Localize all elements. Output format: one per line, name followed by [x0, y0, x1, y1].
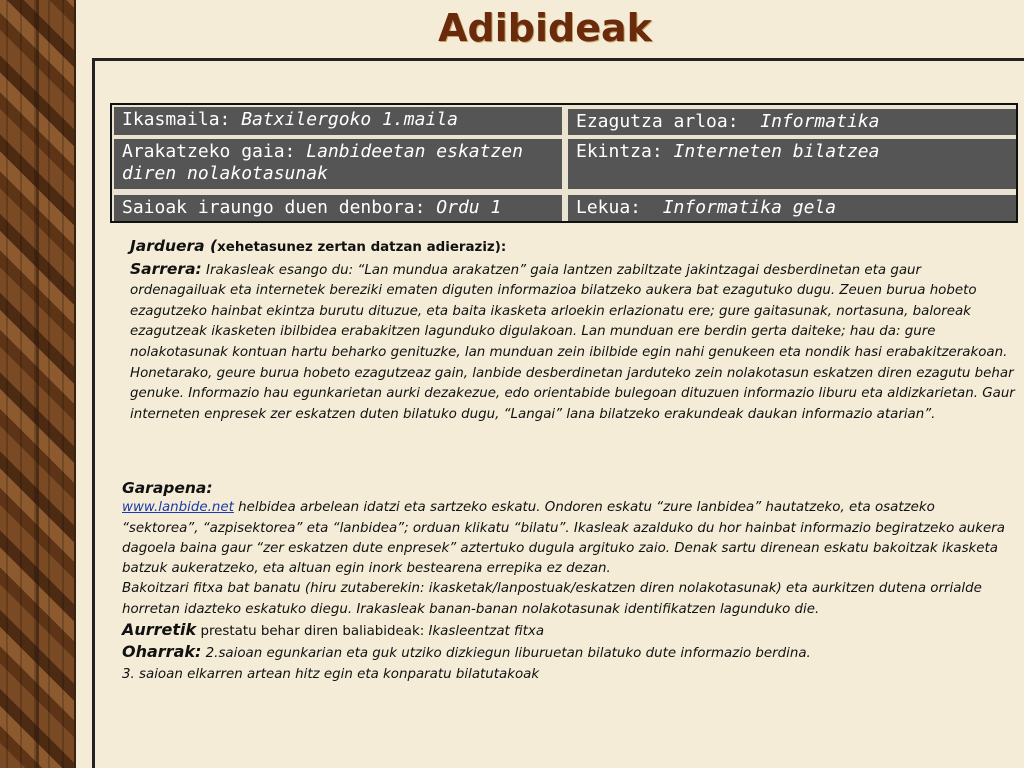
ikasmaila-label: Ikasmaila:: [122, 109, 231, 130]
cell-ezagutza: [568, 109, 1016, 135]
lanbide-link[interactable]: www.lanbide.net: [122, 500, 234, 516]
oharrak-text-2: 3. saioan elkarren artean hitz egin eta konparatu bilatutakoak: [122, 666, 540, 682]
oharrak-label: Oharrak:: [122, 642, 202, 662]
sarrera-label: Sarrera:: [130, 259, 202, 278]
ezagutza-label: Ezagutza arloa:: [576, 111, 739, 132]
aurretik-label: Aurretik: [122, 620, 197, 640]
wood-border-decoration: [0, 0, 76, 768]
ekintza-value: Interneten bilatzea: [673, 141, 880, 162]
oharrak-text-1: 2.saioan egunkarian eta guk utziko dizkiegun liburuetan bilatuko dute informazio berdina.: [201, 646, 811, 662]
ikasmaila-value: Batxilergoko 1.maila: [241, 109, 458, 130]
garapena-label: Garapena:: [122, 479, 213, 497]
cell-ekintza: [568, 139, 1016, 189]
aurretik-value: Ikasleentzat fitxa: [428, 624, 545, 640]
ekintza-label: Ekintza:: [576, 141, 663, 162]
garapena-text-1: helbidea arbelean idatzi eta sartzeko eskatu. Ondoren eskatu “zure lanbidea” hautatzeko, eta osatzeko “sektorea”, “azpisektorea” eta “lanbidea”; orduan klikatu “bilatu”. Ikasleak azalduko du hor hainbat informazio begiratzeko aukera dagoela baina gaur “zer eskatzen dute enpresek” aztertuko dugula argituko zaio. Denak sartu direnean eskatu bakoitzak ikasketa batzuk aukeratzeko, eta altuan egin inork bestearena errepika ez dezan.: [122, 500, 1005, 577]
lekua-label: Lekua:: [576, 197, 642, 218]
cell-lekua: [568, 195, 1016, 221]
aurretik-text: prestatu behar diren baliabideak:: [196, 624, 429, 640]
jarduera-heading: Jarduera (: [130, 237, 218, 255]
sarrera-text: Irakasleak esango du: “Lan mundua arakatzen” gaia lantzen zabiltzate jakintzagai desberdinetan eta gaur ordenagailuak eta internetek bereziki ematen diguten informazioa bilatzeko aukera bat ezagutuko dugu. Zeuen burua hobeto ezagutzeko hainbat ekintza burutu dituzue, eta baita ikasketa arloekin erlazionatu ere; gure gaitasunak, nortasuna, baloreak ezagutzeak ikasketen ibilbidea erabakitzen lagunduko digulakoan. Lan munduan ere berdin gerta daiteke; hau da: gure nolakotasunak kontuan hartu beharko genituzke, lan munduan zein ibilbide egin nahi genukeen eta nondik hasi erabakitzerakoan. Honetarako, geure burua hobeto ezagutzeaz gain, lanbide desberdinetan jarduteko zein nolakotasun eskatzen diren ezagutu behar genuke. Informazio hau egunkarietan aurki dezakezue, edo orientabide bulegoan dituzuen informazio liburu eta aldizkarietan. Gaur interneten enpresek zer eskatzen duten bilatuko dugu, “Langai” lana bilatzeko erakundeak daukan informazio atarian”.: [130, 262, 1015, 422]
garapena-section: [122, 478, 1012, 685]
page-title: Adibideak: [438, 6, 652, 50]
gaia-value: Lanbideetan eskatzen diren nolakotasunak: [122, 141, 523, 184]
cell-gaia: [114, 139, 562, 189]
jarduera-heading-note: xehetasunez zertan datzan adieraziz):: [217, 240, 507, 255]
cell-denbora: [114, 195, 562, 221]
denbora-value: Ordu 1: [436, 197, 502, 218]
garapena-text-2: Bakoitzari fitxa bat banatu (hiru zutaberekin: ikasketak/lanpostuak/eskatzen diren nolakotasunak) eta aurkitzen dutena orrialde horretan idazteko eskatuko diegu. Irakasleak banan-banan nolakotasunak identifikatzen lagunduko die.: [122, 581, 982, 617]
cell-ikasmaila: [114, 107, 562, 135]
jarduera-section: [130, 236, 1015, 425]
lekua-value: Informatika gela: [662, 197, 837, 218]
denbora-label: Saioak iraungo duen denbora:: [122, 197, 426, 218]
gaia-label: Arakatzeko gaia:: [122, 141, 296, 162]
ezagutza-value: Informatika: [760, 111, 880, 132]
info-table: [110, 103, 1018, 223]
